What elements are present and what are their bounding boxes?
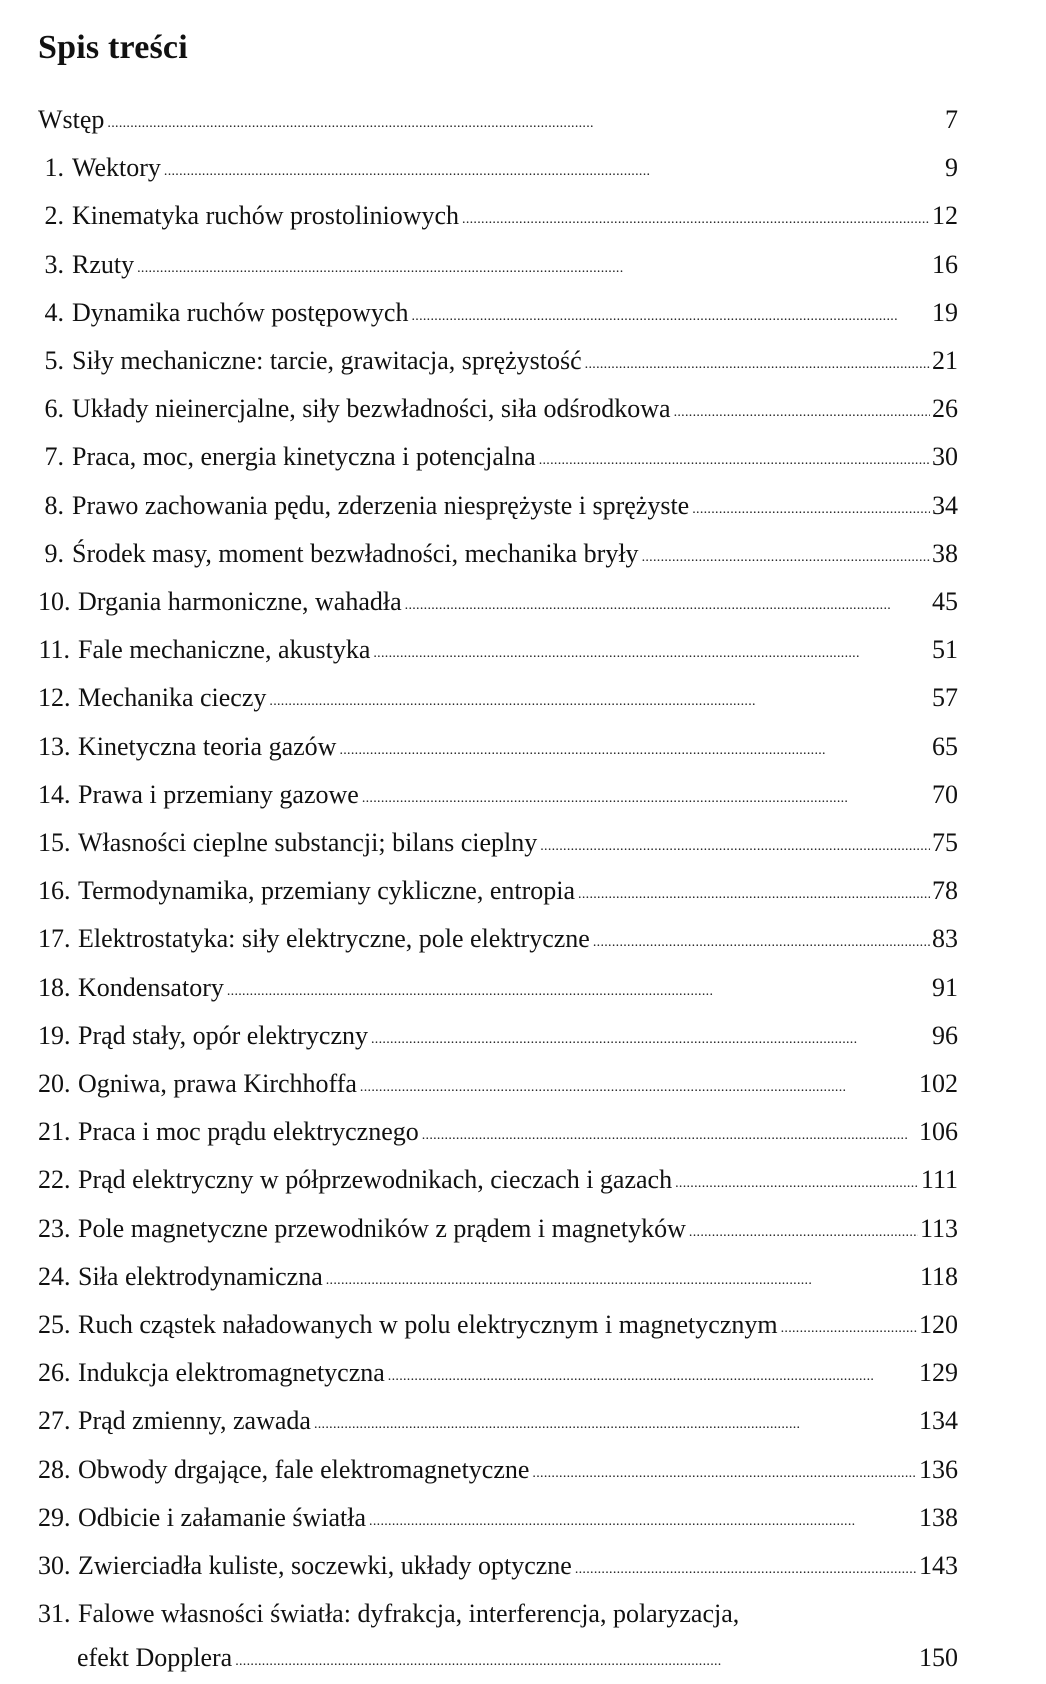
toc-entry[interactable] [38,1399,958,1447]
toc-entry-number: 31. [38,1599,71,1629]
toc-entry-row [38,1636,958,1684]
dot-leader [642,531,930,579]
toc-entry-page: 19 [932,297,958,327]
toc-entry-page: 45 [932,587,958,617]
toc-entry-row [38,1207,958,1255]
toc-entry-number: 18. [38,972,71,1002]
toc-entry-row [38,1110,958,1158]
dot-leader [593,916,930,964]
dot-leader [781,1302,917,1350]
toc-entry-row [38,1448,958,1496]
dot-leader [371,1013,930,1061]
toc-entry-number: 16. [38,876,71,906]
toc-entry-page: 91 [932,972,958,1002]
toc-entry[interactable] [38,484,958,532]
toc-entry-page: 78 [932,876,958,906]
toc-entry-row [38,917,958,965]
toc-entry-row [38,1399,958,1447]
toc-entry[interactable] [38,821,958,869]
toc-entry[interactable] [38,869,958,917]
toc-entry-number: 4. [44,297,64,327]
dot-leader [675,1157,919,1205]
toc-entry-label: Ruch cząstek naładowanych w polu elektrycznym i magnetycznym [78,1310,778,1340]
toc-entry-label: Środek masy, moment bezwładności, mechanika bryły [72,538,639,568]
toc-entry-number: 24. [38,1261,71,1291]
toc-entry-number: 13. [38,731,71,761]
toc-entry-number: 3. [44,249,64,279]
toc-entry-number: 14. [38,779,71,809]
toc-entry-number: 9. [44,538,64,568]
toc-entry-label: Własności cieplne substancji; bilans cieplny [78,828,538,858]
toc-entry-row [38,1303,958,1351]
toc-entry-page: 120 [919,1310,958,1340]
toc-entry-label: Kinetyczna teoria gazów [78,731,337,761]
toc-entry-label: Ogniwa, prawa Kirchhoffa [78,1069,357,1099]
toc-entry-label: Pole magnetyczne przewodników z prądem i magnetyków [78,1213,686,1243]
toc-entry-label: efekt Dopplera [77,1642,233,1672]
toc-entry[interactable] [38,1448,958,1496]
toc-entry-page: 26 [932,394,958,424]
toc-entry-row [38,1351,958,1399]
toc-entry-row [38,1544,958,1592]
toc-entry-row [38,1496,958,1544]
toc-entry-number: 5. [44,346,64,376]
toc-entry-label: Praca i moc prądu elektrycznego [78,1117,419,1147]
toc-entry-page: 111 [920,1165,958,1195]
toc-entry-number: 21. [38,1117,71,1147]
dot-leader [422,1109,917,1157]
page-title: Spis treści [38,29,188,66]
toc-entry[interactable] [38,1158,958,1206]
toc-entry-page: 136 [919,1454,958,1484]
toc-entry-row [38,243,958,291]
toc-entry-number: 19. [38,1020,71,1050]
toc-entry[interactable] [38,1014,958,1062]
dot-leader [388,1350,917,1398]
toc-entry[interactable] [38,676,958,724]
toc-entry-page: 118 [919,1261,958,1291]
toc-entry[interactable] [38,1544,958,1592]
toc-entry-page: 9 [945,153,958,183]
toc-entry-page: 83 [932,924,958,954]
dot-leader [269,675,930,723]
toc-entry-page: 12 [932,201,958,231]
toc-entry-label: Prawo zachowania pędu, zderzenia niesprężyste i sprężyste [72,490,690,520]
toc-entry-page: 16 [932,249,958,279]
toc-entry[interactable] [38,628,958,676]
toc-entry-number: 22. [38,1165,71,1195]
toc-entry-label: Kondensatory [78,972,224,1002]
toc-entry-number: 27. [38,1406,71,1436]
toc-entry-number: 26. [38,1358,71,1388]
dot-leader [107,97,943,145]
toc-entry-label: Prąd stały, opór elektryczny [78,1020,368,1050]
toc-entry-row [38,484,958,532]
toc-entry-row [38,435,958,483]
dot-leader [164,145,943,193]
toc-entry-page: 65 [932,731,958,761]
toc-entry[interactable] [38,435,958,483]
toc-entry-number: 8. [44,490,64,520]
toc-entry-row [38,532,958,580]
toc-entry-row [38,966,958,1014]
dot-leader [585,338,930,386]
toc-entry-row [38,194,958,242]
toc-entry-number: 25. [38,1310,71,1340]
toc-entry-page: 96 [932,1020,958,1050]
toc-entry-number: 11. [38,635,70,665]
dot-leader [405,579,930,627]
toc-entry-page: 30 [932,442,958,472]
toc-entry-number: 30. [38,1551,71,1581]
toc-entry[interactable] [38,1110,958,1158]
toc-entry-page: 129 [919,1358,958,1388]
toc-entry-row [38,339,958,387]
toc-entry-number: 28. [38,1454,71,1484]
toc-entry-number: 2. [44,201,64,231]
toc-entry[interactable] [38,1255,958,1303]
toc-entry-number: 1. [44,153,64,183]
dot-leader [674,386,930,434]
toc-entry-row [38,725,958,773]
toc-entry-row [38,580,958,628]
toc-entry-label: Prąd elektryczny w półprzewodnikach, cieczach i gazach [78,1165,673,1195]
toc-entry[interactable] [38,1496,958,1544]
toc-entry-number: 10. [38,587,71,617]
toc-entry-page: 143 [919,1551,958,1581]
toc-entry-number: 29. [38,1502,71,1532]
toc-entry-page: 134 [919,1406,958,1436]
toc-entry-label: Kinematyka ruchów prostoliniowych [72,201,460,231]
toc-entry-page: 38 [932,538,958,568]
dot-leader [539,434,930,482]
toc-entry[interactable] [38,146,958,194]
toc-entry-label: Odbicie i załamanie światła [78,1502,367,1532]
toc-entry-number: 17. [38,924,71,954]
toc-entry-label: Indukcja elektromagnetyczna [78,1358,385,1388]
toc-entry-number: 7. [44,442,64,472]
toc-entry[interactable] [38,773,958,821]
toc-entry-page: 51 [932,635,958,665]
toc-entry-number: 15. [38,828,71,858]
toc-entry-label: Układy nieinercjalne, siły bezwładności, siła odśrodkowa [72,394,671,424]
toc-entry-label: Mechanika cieczy [78,683,267,713]
toc-entry-label: Prąd zmienny, zawada [78,1406,311,1436]
toc-entry[interactable] [38,1207,958,1255]
toc-entry[interactable] [38,1303,958,1351]
dot-leader [692,483,930,531]
toc-entry[interactable] [38,580,958,628]
toc-entry-page: 34 [932,490,958,520]
toc-entry-label: Falowe własności światła: dyfrakcja, interferencja, polaryzacja, [78,1599,740,1629]
toc-entry-page: 150 [919,1642,958,1672]
toc-entry-label: Drgania harmoniczne, wahadła [78,587,402,617]
dot-leader [227,965,930,1013]
toc-entry[interactable] [38,243,958,291]
dot-leader [411,290,930,338]
toc-entry-page: 75 [932,828,958,858]
toc-entry-row [38,291,958,339]
toc-entry-page: 21 [932,346,958,376]
toc-entry-page: 57 [932,683,958,713]
toc-entry[interactable] [38,194,958,242]
dot-leader [689,1206,918,1254]
toc-entry-row [38,387,958,435]
toc-entry-row [38,1255,958,1303]
toc-entry-page: 7 [945,105,958,134]
toc-entry[interactable] [38,339,958,387]
toc-entry-row [38,773,958,821]
toc-list [38,98,958,1684]
dot-leader [462,193,930,241]
toc-entry-page: 113 [919,1213,958,1243]
dot-leader [137,242,930,290]
dot-leader [540,820,930,868]
toc-entry-row [38,676,958,724]
toc-entry-label: Prawa i przemiany gazowe [78,779,359,809]
toc-entry-row [38,1158,958,1206]
toc-entry-row [38,1062,958,1110]
toc-entry-number: 23. [38,1213,71,1243]
toc-entry-label: Fale mechaniczne, akustyka [78,635,371,665]
dot-leader [339,724,930,772]
toc-entry[interactable] [38,1592,958,1683]
toc-entry[interactable] [38,1062,958,1110]
toc-entry-label: Wektory [72,153,161,183]
toc-entry-label: Siły mechaniczne: tarcie, grawitacja, sprężystość [72,346,582,376]
toc-entry[interactable] [38,387,958,435]
toc-entry[interactable] [38,532,958,580]
toc-entry-number: 20. [38,1069,71,1099]
toc-entry-label: Wstęp [38,105,105,134]
toc-entry-row [38,628,958,676]
toc-entry-label: Praca, moc, energia kinetyczna i potencjalna [72,442,536,472]
dot-leader [314,1398,917,1446]
toc-entry-label: Obwody drgające, fale elektromagnetyczne [78,1454,530,1484]
dot-leader [360,1061,917,1109]
toc-entry-label: Elektrostatyka: siły elektryczne, pole elektryczne [78,924,590,954]
dot-leader [362,772,930,820]
toc-entry-page: 138 [919,1502,958,1532]
toc-entry-page: 106 [919,1117,958,1147]
dot-leader [578,868,930,916]
toc-entry-label: Termodynamika, przemiany cykliczne, entropia [78,876,576,906]
dot-leader [373,627,930,675]
toc-entry-label: Dynamika ruchów postępowych [72,297,409,327]
toc-entry-row [38,1592,958,1635]
toc-entry[interactable] [38,98,958,146]
toc-entry[interactable] [38,917,958,965]
dot-leader [369,1495,917,1543]
toc-entry[interactable] [38,966,958,1014]
toc-entry-label: Rzuty [72,249,135,279]
toc-entry-page: 70 [932,779,958,809]
dot-leader [326,1254,918,1302]
toc-entry[interactable] [38,291,958,339]
dot-leader [235,1635,917,1683]
toc-entry-row [38,821,958,869]
toc-entry[interactable] [38,1351,958,1399]
toc-entry-number: 12. [38,683,71,713]
toc-entry-page: 102 [919,1069,958,1099]
dot-leader [575,1543,917,1591]
toc-entry[interactable] [38,725,958,773]
dot-leader [532,1447,917,1495]
toc-entry-row [38,98,958,146]
toc-entry-row [38,869,958,917]
toc-entry-label: Zwierciadła kuliste, soczewki, układy optyczne [78,1551,572,1581]
toc-entry-row [38,146,958,194]
toc-entry-number: 6. [44,394,64,424]
toc-entry-row [38,1014,958,1062]
toc-entry-label: Siła elektrodynamiczna [78,1261,323,1291]
